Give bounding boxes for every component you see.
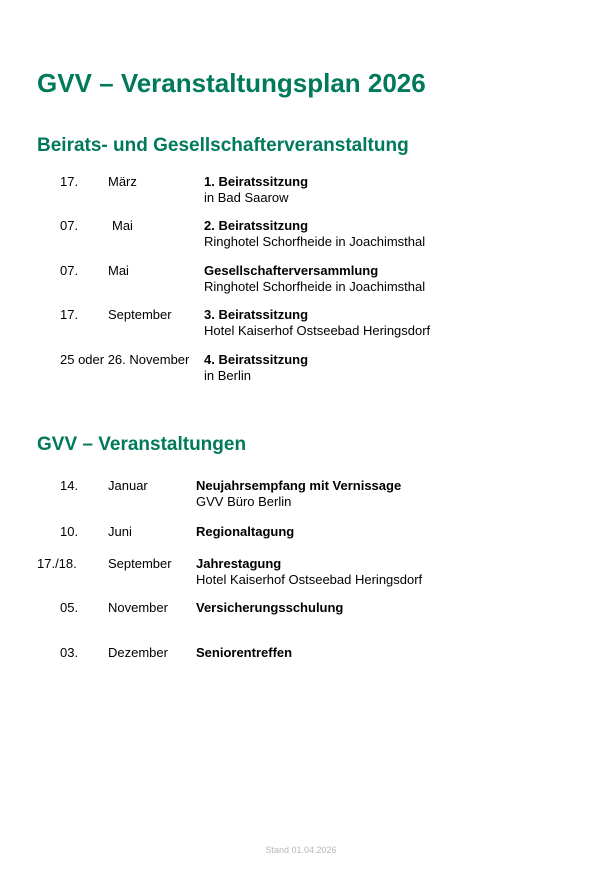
- section-heading-gvv: GVV – Veranstaltungen: [37, 434, 247, 455]
- event-details: [204, 352, 308, 384]
- event-day: 25 oder 26. November: [60, 352, 190, 367]
- event-details: [196, 556, 422, 588]
- event-title: Versicherungsschulung: [196, 600, 344, 615]
- event-title: 2. Beiratssitzung: [204, 218, 309, 233]
- event-location: Ringhotel Schorfheide in Joachimsthal: [204, 279, 426, 294]
- event-title: 3. Beiratssitzung: [204, 307, 309, 322]
- event-details: [196, 645, 292, 661]
- event-day: 10.: [60, 524, 79, 539]
- event-title: 4. Beiratssitzung: [204, 352, 309, 367]
- event-month: Januar: [108, 478, 148, 493]
- event-day: 07.: [60, 218, 79, 233]
- event-day: 07.: [60, 263, 79, 278]
- event-title: Regionaltagung: [196, 524, 295, 539]
- event-location: Ringhotel Schorfheide in Joachimsthal: [204, 234, 426, 249]
- event-month: November: [108, 600, 168, 615]
- event-month: Mai: [112, 218, 133, 233]
- event-details: [196, 478, 401, 510]
- event-title: Jahrestagung: [196, 556, 282, 571]
- event-month: September: [108, 307, 172, 322]
- event-details: [204, 307, 430, 339]
- event-day: 05.: [60, 600, 79, 615]
- event-title: Neujahrsempfang mit Vernissage: [196, 478, 402, 493]
- event-title: Seniorentreffen: [196, 645, 293, 660]
- event-location: in Berlin: [204, 368, 251, 383]
- event-day: 17./18.: [37, 556, 77, 571]
- event-details: [204, 218, 425, 250]
- event-month: März: [108, 174, 137, 189]
- footer-date: Stand 01.04.2026: [265, 845, 337, 855]
- page-title: GVV – Veranstaltungsplan 2026: [37, 68, 426, 98]
- section-heading-beirat: Beirats- und Gesellschafterveranstaltung: [37, 135, 409, 156]
- event-day: 17.: [60, 307, 79, 322]
- event-title: Gesellschafterversammlung: [204, 263, 379, 278]
- event-day: 03.: [60, 645, 79, 660]
- event-month: September: [108, 556, 172, 571]
- event-month: Juni: [108, 524, 132, 539]
- event-location: Hotel Kaiserhof Ostseebad Heringsdorf: [204, 323, 431, 338]
- event-details: [196, 524, 294, 540]
- event-details: [204, 174, 308, 206]
- event-month: Dezember: [108, 645, 168, 660]
- event-details: [196, 600, 343, 616]
- event-day: 17.: [60, 174, 79, 189]
- event-title: 1. Beiratssitzung: [204, 174, 309, 189]
- event-month: Mai: [108, 263, 129, 278]
- event-day: 14.: [60, 478, 79, 493]
- event-details: [204, 263, 425, 295]
- event-location: Hotel Kaiserhof Ostseebad Heringsdorf: [196, 572, 423, 587]
- event-location: GVV Büro Berlin: [196, 494, 292, 509]
- event-location: in Bad Saarow: [204, 190, 289, 205]
